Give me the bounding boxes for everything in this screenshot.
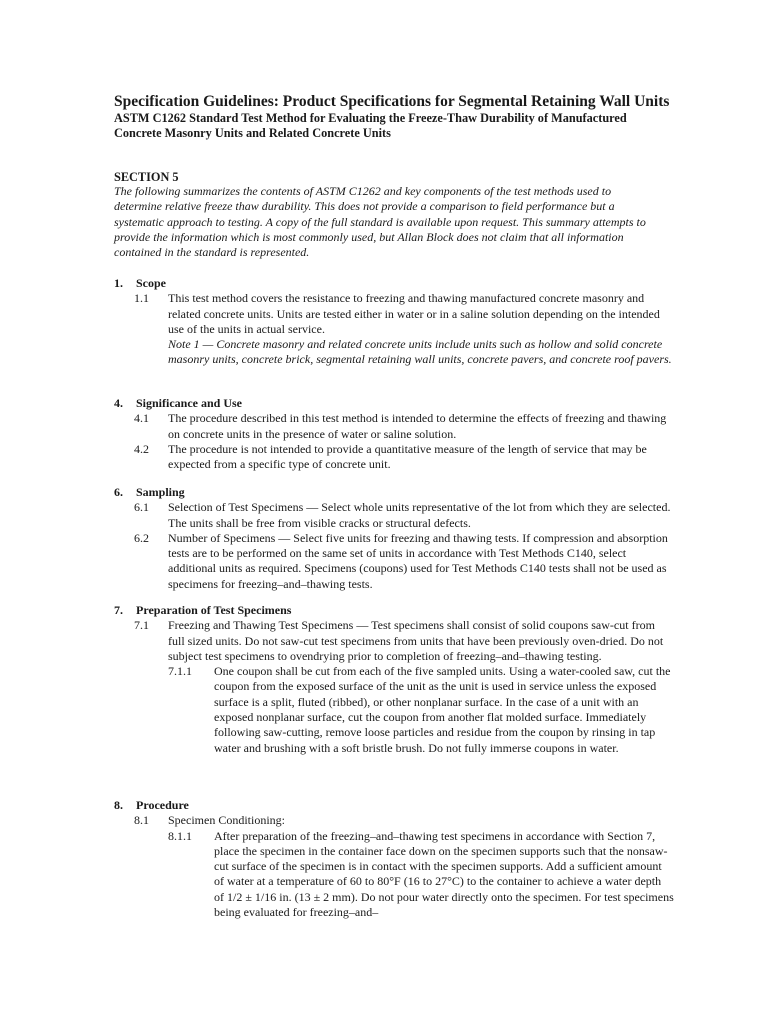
item-number: 6.2	[134, 530, 149, 545]
item-text: Selection of Test Specimens — Select whole units representative of the lot from which they are selected. The units shall be free from visible cracks or structural defects.	[168, 500, 671, 530]
item-note: Note 1 — Concrete masonry and related concrete units include units such as hollow and solid concrete masonry units, concrete brick, segmental retaining wall units, concrete pavers, and concrete roof pavers.	[168, 337, 672, 367]
item-number: 8.1	[134, 813, 149, 828]
list-item	[114, 291, 674, 367]
list-item	[114, 618, 674, 756]
item-number: 4.1	[134, 411, 149, 426]
intro-paragraph: The following summarizes the contents of ASTM C1262 and key components of the test methods used to determine relative freeze thaw durability. This does not provide a comparison to field performance but a systematic approach to testing. A copy of the full standard is available upon request. This summary attempts to provide the information which is most commonly used, but Allan Block does not claim that all information contained in the standard is represented.	[114, 184, 646, 260]
list-item	[114, 813, 674, 920]
section-heading: Preparation of Test Specimens	[136, 603, 292, 617]
item-number: 7.1	[134, 618, 149, 633]
sub-item-number: 8.1.1	[168, 828, 192, 843]
section-heading: Sampling	[136, 485, 185, 499]
item-number: 6.1	[134, 500, 149, 515]
section-preparation	[114, 603, 674, 756]
section-heading: Scope	[136, 276, 166, 290]
item-text: The procedure described in this test method is intended to determine the effects of freezing and thawing on concrete units in the presence of water or saline solution.	[168, 411, 667, 441]
item-text: The procedure is not intended to provide a quantitative measure of the length of service that may be expected from a specific type of concrete unit.	[168, 441, 647, 472]
list-item	[114, 411, 674, 442]
section-sampling	[114, 485, 674, 592]
sub-item	[168, 664, 674, 756]
section-significance	[114, 396, 674, 472]
section-label: SECTION 5	[114, 170, 179, 184]
list-item	[114, 442, 674, 473]
sub-item	[168, 829, 674, 921]
section-number: 8.	[114, 798, 123, 812]
section-number: 7.	[114, 603, 123, 617]
sub-item-number: 7.1.1	[168, 664, 192, 679]
section-number: 6.	[114, 485, 123, 499]
section-heading: Procedure	[136, 798, 189, 812]
item-number: 4.2	[134, 441, 149, 456]
item-text: Specimen Conditioning:	[168, 813, 285, 828]
item-text: Freezing and Thawing Test Specimens — Test specimens shall consist of solid coupons saw-cut from full sized units. Do not saw-cut test specimens from units that have been previously oven-dried. Do not subject test specimens to ovendrying prior to completion of freezing–and–thawing testing.	[168, 618, 664, 663]
item-text: Number of Specimens — Select five units for freezing and thawing tests. If compression and absorption tests are to be performed on the same set of units in accordance with Test Methods C140, select additional units as required. Specimens (coupons) used for Test Methods C140 tests shall not be used as specimens for freezing–and–thawing tests.	[168, 530, 668, 591]
section-number: 1.	[114, 276, 123, 290]
document-title: Specification Guidelines: Product Specifications for Segmental Retaining Wall Units	[114, 93, 670, 110]
document-subtitle: ASTM C1262 Standard Test Method for Evaluating the Freeze-Thaw Durability of Manufactured Concrete Masonry Units and Related Concrete Units	[114, 111, 627, 140]
section-heading: Significance and Use	[136, 396, 243, 410]
section-scope	[114, 276, 674, 368]
sub-item-text: After preparation of the freezing–and–thawing test specimens in accordance with Section 7, place the specimen in the container face down on the specimen supports such that the nonsaw-cut surface of the specimen is in contact with the specimen supports. Add a sufficient amount of water at a temperature of 60 to 80°F (16 to 27°C) to the container to achieve a water depth of 1/2 ± 1/16 in. (13 ± 2 mm). Do not pour water directly onto the specimen. For test specimens being evaluated for freezing–and–	[214, 828, 674, 920]
section-number: 4.	[114, 396, 123, 410]
section-procedure	[114, 798, 674, 920]
list-item	[114, 531, 674, 592]
item-text: This test method covers the resistance to freezing and thawing manufactured concrete masonry and related concrete units. Units are tested either in water or in a saline solution depending on the intended use of the units in actual service.	[168, 291, 660, 336]
list-item	[114, 500, 674, 531]
item-number: 1.1	[134, 291, 149, 306]
sub-item-text: One coupon shall be cut from each of the five sampled units. Using a water-cooled saw, cut the coupon from the exposed surface of the unit as the unit is used in service unless the exposed surface is a split, fluted (ribbed), or other nonplanar surface. In the case of a unit with an exposed nonplanar surface, cut the coupon from another flat molded surface. Immediately following saw-cutting, remove loose particles and residue from the coupon by rinsing in tap water and brushing with a soft bristle brush. Do not fully immerse coupons in water.	[214, 664, 671, 755]
